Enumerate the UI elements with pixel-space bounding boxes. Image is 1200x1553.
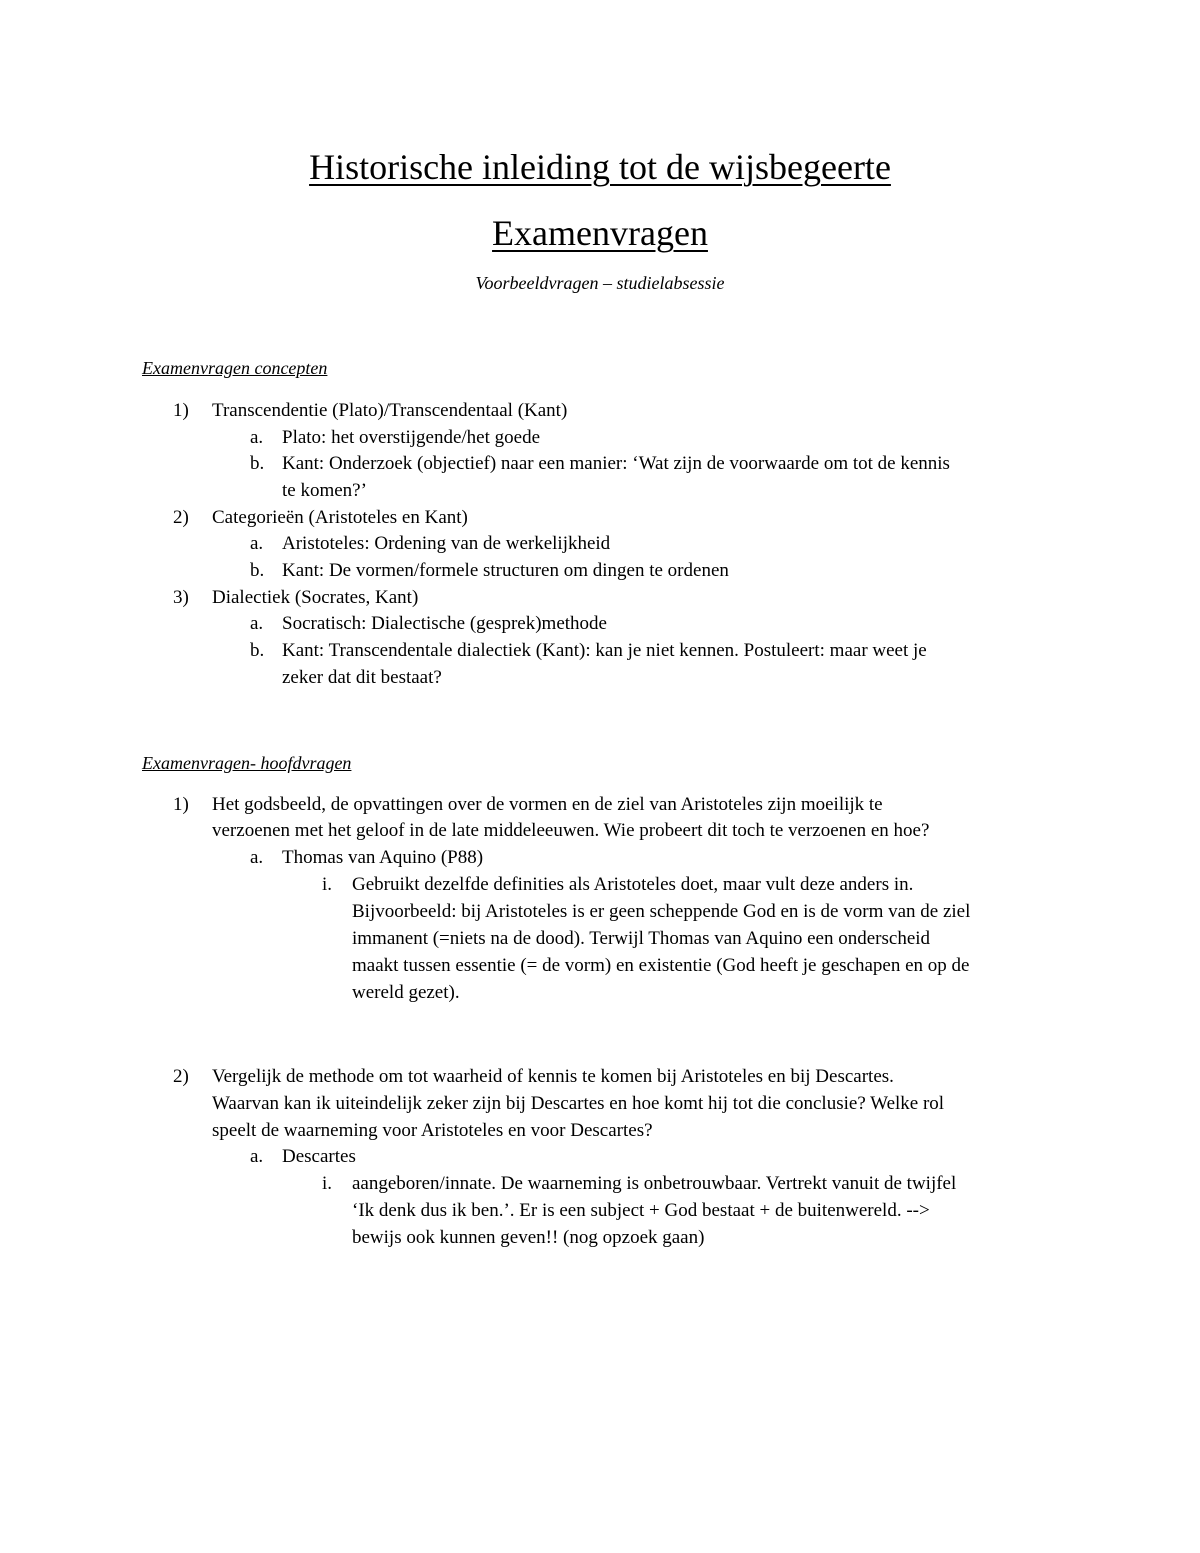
question-text: Waarvan kan ik uiteindelijk zeker zijn bij Descartes en hoe komt hij tot die conclusie? Welke rol xyxy=(212,1093,945,1114)
list-letter: b. xyxy=(250,560,265,581)
answer-text: immanent (=niets na de dood). Terwijl Thomas van Aquino een onderscheid xyxy=(352,928,931,949)
answer-subitem: Descartes xyxy=(282,1146,356,1167)
list-item: Transcendentie (Plato)/Transcendentaal (Kant) xyxy=(212,400,568,421)
answer-text: Bijvoorbeeld: bij Aristoteles is er geen scheppende God en is de vorm van de ziel xyxy=(352,901,971,922)
list-number: 2) xyxy=(173,507,189,528)
list-letter: b. xyxy=(250,453,265,474)
question-text: Het godsbeeld, de opvattingen over de vormen en de ziel van Aristoteles zijn moeilijk te xyxy=(212,794,883,815)
answer-subitem: Thomas van Aquino (P88) xyxy=(282,847,484,868)
question-text: speelt de waarneming voor Aristoteles en voor Descartes? xyxy=(212,1120,653,1141)
document-title: Historische inleiding tot de wijsbegeerte xyxy=(309,147,891,187)
list-subitem: Kant: De vormen/formele structuren om dingen te ordenen xyxy=(282,560,729,581)
list-subitem-continued: te komen?’ xyxy=(282,480,367,501)
list-number: 3) xyxy=(173,587,189,608)
list-number: 1) xyxy=(173,400,189,421)
list-letter: a. xyxy=(250,533,264,554)
document-note: Voorbeeldvragen – studielabsessie xyxy=(475,273,725,293)
list-subitem: Kant: Onderzoek (objectief) naar een manier: ‘Wat zijn de voorwaarde om tot de kennis xyxy=(282,453,950,474)
answer-roman: i. xyxy=(322,874,333,895)
answer-text: Gebruikt dezelfde definities als Aristoteles doet, maar vult deze anders in. xyxy=(352,874,914,895)
list-subitem: Aristoteles: Ordening van de werkelijkheid xyxy=(282,533,611,554)
document-subtitle: Examenvragen xyxy=(492,213,708,253)
answer-text: ‘Ik denk dus ik ben.’. Er is een subject + God bestaat + de buitenwereld. --> xyxy=(352,1200,930,1221)
section-heading-concepten: Examenvragen concepten xyxy=(142,358,328,378)
list-letter: a. xyxy=(250,613,264,634)
question-number: 2) xyxy=(173,1066,189,1087)
list-item: Dialectiek (Socrates, Kant) xyxy=(212,587,419,608)
section-heading-hoofdvragen: Examenvragen- hoofdvragen xyxy=(142,753,352,773)
list-subitem-continued: zeker dat dit bestaat? xyxy=(282,667,442,688)
list-letter: b. xyxy=(250,640,265,661)
answer-text: bewijs ook kunnen geven!! (nog opzoek gaan) xyxy=(352,1227,705,1248)
question-number: 1) xyxy=(173,794,189,815)
answer-text: wereld gezet). xyxy=(352,982,460,1003)
answer-letter: a. xyxy=(250,1146,264,1167)
question-text: verzoenen met het geloof in de late middeleeuwen. Wie probeert dit toch te verzoenen en hoe? xyxy=(212,820,930,841)
answer-letter: a. xyxy=(250,847,264,868)
answer-text: maakt tussen essentie (= de vorm) en existentie (God heeft je geschapen en op de xyxy=(352,955,970,976)
answer-text: aangeboren/innate. De waarneming is onbetrouwbaar. Vertrekt vanuit de twijfel xyxy=(352,1173,957,1194)
answer-roman: i. xyxy=(322,1173,333,1194)
list-subitem: Plato: het overstijgende/het goede xyxy=(282,427,541,448)
question-text: Vergelijk de methode om tot waarheid of kennis te komen bij Aristoteles en bij Descartes. xyxy=(212,1066,894,1087)
list-subitem: Socratisch: Dialectische (gesprek)methode xyxy=(282,613,607,634)
list-subitem: Kant: Transcendentale dialectiek (Kant): kan je niet kennen. Postuleert: maar weet je xyxy=(282,640,927,661)
list-letter: a. xyxy=(250,427,264,448)
list-item: Categorieën (Aristoteles en Kant) xyxy=(212,507,468,528)
